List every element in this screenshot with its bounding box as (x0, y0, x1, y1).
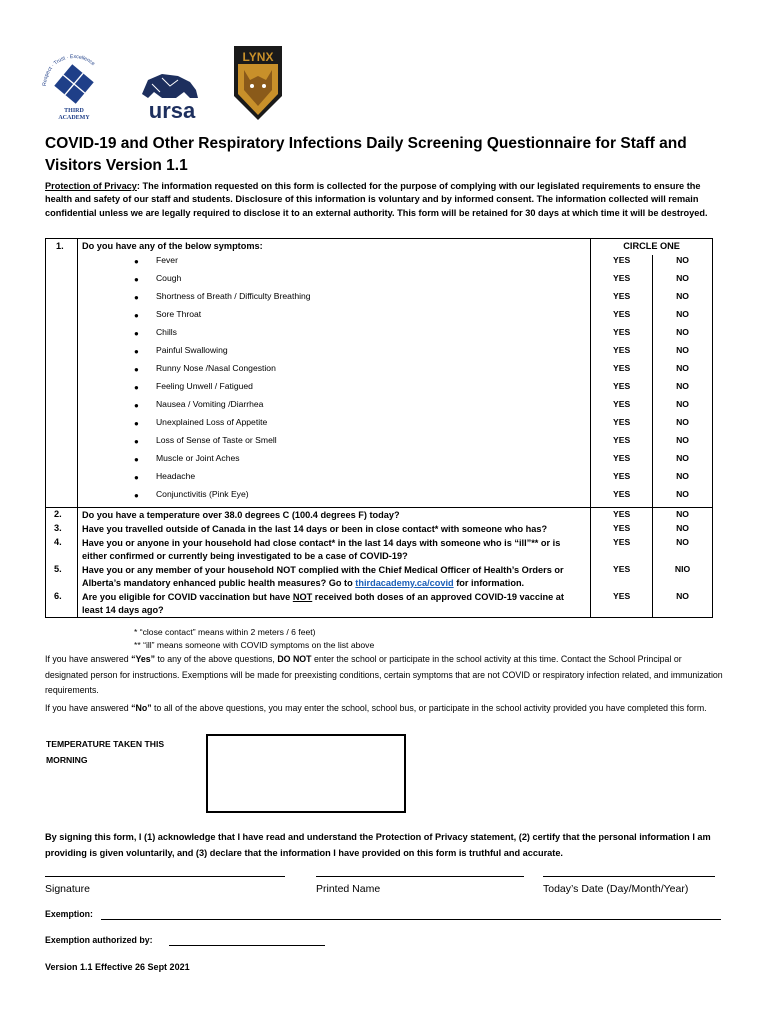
yes-option[interactable]: YES (591, 522, 653, 536)
temperature-input-box[interactable] (206, 734, 406, 813)
date-line[interactable] (543, 876, 715, 877)
symptom-cell (77, 435, 590, 453)
bullet-icon: ● (133, 473, 139, 482)
question-number: 6. (46, 590, 78, 618)
lynx-wordmark: LYNX (242, 50, 274, 64)
question-number: 3. (46, 522, 78, 536)
symptom-label: Nausea / Vomiting /Diarrhea (155, 399, 264, 409)
no-option[interactable]: NO (653, 522, 713, 536)
question-row (46, 522, 713, 536)
yes-option[interactable]: YES (591, 399, 653, 417)
third-academy-logo (38, 46, 110, 124)
yes-option[interactable]: YES (591, 489, 653, 508)
symptom-row (46, 273, 713, 291)
symptom-label: Sore Throat (155, 309, 202, 319)
symptom-label: Feeling Unwell / Fatigued (155, 381, 253, 391)
yes-option[interactable]: YES (591, 471, 653, 489)
no-option[interactable]: NO (653, 435, 713, 453)
symptom-cell (77, 273, 590, 291)
bullet-icon: ● (133, 437, 139, 446)
no-option[interactable]: NO (653, 453, 713, 471)
no-option[interactable]: NO (653, 327, 713, 345)
third-arc-text: Respect · Trust · Excellence (41, 53, 96, 87)
bullet-icon: ● (133, 347, 139, 356)
version-footer: Version 1.1 Effective 26 Sept 2021 (45, 962, 190, 972)
question-row (46, 508, 713, 523)
privacy-statement (45, 180, 725, 220)
lynx-logo (232, 44, 284, 122)
exemption-label: Exemption: (45, 909, 93, 919)
symptom-row (46, 435, 713, 453)
date-label: Today’s Date (Day/Month/Year) (543, 883, 689, 895)
bullet-icon: ● (133, 401, 139, 410)
privacy-heading: Protection of Privacy (45, 181, 137, 191)
no-option[interactable]: NO (653, 291, 713, 309)
symptom-row (46, 363, 713, 381)
table-header-row (46, 239, 713, 256)
svg-text:ACADEMY: ACADEMY (58, 115, 90, 121)
yes-option[interactable]: YES (591, 381, 653, 399)
bullet-icon: ● (133, 311, 139, 320)
no-option[interactable]: NO (653, 255, 713, 273)
question-text: Do you have a temperature over 38.0 degrees C (100.4 degrees F) today? (77, 508, 590, 523)
question-row (46, 563, 713, 590)
privacy-text: : The information requested on this form is collected for the purpose of complying with our legislated requirements to ensure the health and safety of our staff and students. Disclosure of this information is voluntary and by informed consent. The information collected will remain confidential unless we are legally required to disclose it to an external authority. This form will be retained for 30 days at which time it will be destroyed. (45, 181, 708, 218)
symptom-row (46, 471, 713, 489)
bullet-icon: ● (133, 329, 139, 338)
question-text: Have you travelled outside of Canada in the last 14 days or been in close contact* with someone who has? (77, 522, 590, 536)
symptom-cell (77, 489, 590, 508)
ill-note: ** “ill” means someone with COVID symptoms on the list above (134, 640, 375, 650)
symptom-row (46, 453, 713, 471)
symptom-row (46, 489, 713, 508)
symptom-row (46, 399, 713, 417)
yes-option[interactable]: YES (591, 345, 653, 363)
yes-option[interactable]: YES (591, 590, 653, 618)
no-option[interactable]: NO (653, 489, 713, 508)
yes-instructions: If you have answered “Yes” to any of the above questions, DO NOT enter the school or participate in the school activity at this time. Contact the School Principal or designated person for instructions. Exemptions will be made for preexisting conditions, certain symptoms that are not COVID or respiratory infection related, and immunization requirements. (45, 654, 723, 695)
yes-option[interactable]: YES (591, 417, 653, 435)
no-option[interactable]: NO (653, 363, 713, 381)
symptom-label: Cough (155, 273, 182, 283)
symptom-label: Fever (155, 255, 178, 265)
symptom-label: Chills (155, 327, 177, 337)
svg-text:THIRD: THIRD (64, 108, 84, 114)
bullet-icon: ● (133, 455, 139, 464)
ursa-logo (132, 68, 212, 122)
no-option[interactable]: NO (653, 417, 713, 435)
question-text: Do you have any of the below symptoms: (77, 239, 590, 256)
form-title: COVID-19 and Other Respiratory Infections Daily Screening Questionnaire for Staff and Visitors Version 1.1 (45, 135, 687, 174)
yes-option[interactable]: YES (591, 508, 653, 523)
exemption-line[interactable] (101, 919, 721, 920)
question-number: 5. (46, 563, 78, 590)
symptom-row (46, 309, 713, 327)
symptom-cell (77, 417, 590, 435)
question-text: Have you or anyone in your household had close contact* in the last 14 days with someone who is “ill”** or is either confirmed or currently being investigated to be a case of COVID-19? (77, 536, 590, 563)
symptom-label: Headache (155, 471, 196, 481)
symptom-cell (77, 255, 590, 273)
yes-option[interactable]: YES (591, 255, 653, 273)
question-number: 2. (46, 508, 78, 523)
symptom-row (46, 381, 713, 399)
question-row (46, 536, 713, 563)
no-option[interactable]: NO (653, 399, 713, 417)
no-option[interactable]: NO (653, 590, 713, 618)
symptom-label: Shortness of Breath / Difficulty Breathing (155, 291, 311, 301)
yes-option[interactable]: YES (591, 363, 653, 381)
symptom-cell (77, 399, 590, 417)
yes-option[interactable]: YES (591, 453, 653, 471)
symptom-cell (77, 471, 590, 489)
bullet-icon: ● (133, 383, 139, 392)
yes-option[interactable]: YES (591, 309, 653, 327)
no-instructions: If you have answered “No” to all of the above questions, you may enter the school, school bus, or participate in the school activity provided you have completed this form. (45, 703, 707, 713)
symptom-row (46, 345, 713, 363)
yes-option[interactable]: YES (591, 536, 653, 563)
definitions (134, 626, 374, 652)
ursa-wordmark: ursa (148, 98, 196, 122)
symptom-cell (77, 453, 590, 471)
yes-option[interactable]: YES (591, 563, 653, 590)
exemption-authorized-label: Exemption authorized by: (45, 935, 153, 945)
printed-name-line[interactable] (316, 876, 524, 877)
exemption-authorized-field (45, 935, 153, 945)
symptom-row (46, 255, 713, 273)
symptom-row (46, 327, 713, 345)
signature-label: Signature (45, 883, 90, 895)
printed-name-label: Printed Name (316, 883, 381, 895)
bullet-icon: ● (133, 257, 139, 266)
question-number: 1. (46, 239, 78, 256)
symptom-label: Painful Swallowing (155, 345, 228, 355)
bullet-icon: ● (133, 275, 139, 284)
temperature-label: TEMPERATURE TAKEN THIS MORNING (46, 739, 165, 765)
symptom-row (46, 291, 713, 309)
signing-statement: By signing this form, I (1) acknowledge that I have read and understand the Protection of Privacy statement, (2) certify that the personal information I am providing is given voluntarily, and (3) declare that the information I have provided on this form is truthful and accurate. (45, 832, 711, 858)
symptom-row (46, 417, 713, 435)
symptom-label: Conjunctivitis (Pink Eye) (155, 489, 249, 499)
question-row (46, 590, 713, 618)
no-option[interactable]: NO (653, 273, 713, 291)
yes-option[interactable]: YES (591, 291, 653, 309)
symptom-cell (77, 309, 590, 327)
symptom-cell (77, 381, 590, 399)
question-text: Have you or any member of your household NOT complied with the Chief Medical Officer of Health’s Orders or Alberta’s mandatory enhanced public health measures? Go to thirdacademy.ca/covid for information. (77, 563, 590, 590)
symptom-table (45, 238, 713, 618)
yes-option[interactable]: YES (591, 435, 653, 453)
close-contact-note: * “close contact” means within 2 meters / 6 feet) (134, 627, 316, 637)
circle-one-label: CIRCLE ONE (591, 239, 713, 256)
symptom-label: Unexplained Loss of Appetite (155, 417, 268, 427)
no-option[interactable]: NO (653, 536, 713, 563)
symptom-label: Runny Nose /Nasal Congestion (155, 363, 276, 373)
no-option[interactable]: NO (653, 471, 713, 489)
symptom-label: Muscle or Joint Aches (155, 453, 240, 463)
exemption-field (45, 909, 721, 919)
no-option[interactable]: NIO (653, 563, 713, 590)
bullet-icon: ● (133, 365, 139, 374)
symptom-cell (77, 291, 590, 309)
bullet-icon: ● (133, 293, 139, 302)
bullet-icon: ● (133, 419, 139, 428)
question-text: Are you eligible for COVID vaccination but have NOT received both doses of an approved COVID-19 vaccine at least 14 days ago? (77, 590, 590, 618)
symptom-label: Loss of Sense of Taste or Smell (155, 435, 277, 445)
no-option[interactable]: NO (653, 345, 713, 363)
exemption-authorized-line[interactable] (169, 945, 325, 946)
yes-option[interactable]: YES (591, 273, 653, 291)
signature-line[interactable] (45, 876, 285, 877)
covid-info-link[interactable]: thirdacademy.ca/covid (355, 578, 454, 588)
no-option[interactable]: NO (653, 508, 713, 523)
question-number: 4. (46, 536, 78, 563)
no-option[interactable]: NO (653, 309, 713, 327)
symptom-cell (77, 345, 590, 363)
symptom-cell (77, 363, 590, 381)
yes-option[interactable]: YES (591, 327, 653, 345)
symptom-cell (77, 327, 590, 345)
bullet-icon: ● (133, 491, 139, 500)
no-option[interactable]: NO (653, 381, 713, 399)
